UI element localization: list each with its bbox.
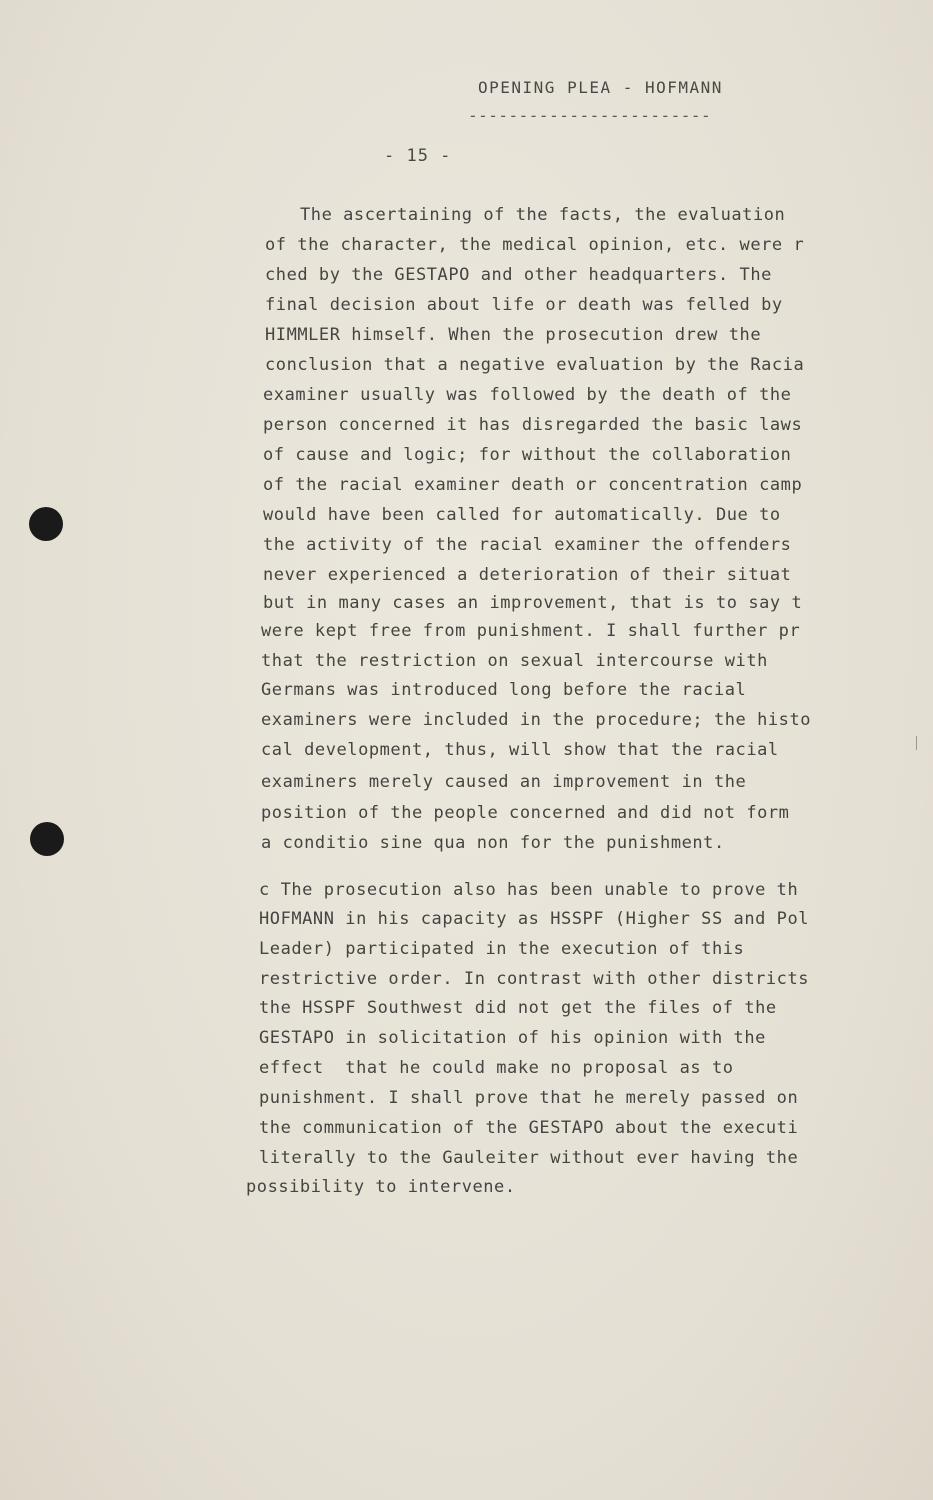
punch-hole: [30, 822, 64, 856]
paragraph-2-line: c The prosecution also has been unable to prove th: [259, 880, 799, 900]
paragraph-1-line: conclusion that a negative evaluation by the Racia: [265, 355, 805, 375]
paragraph-1-line: ched by the GESTAPO and other headquarters. The: [265, 265, 772, 285]
paragraph-1-line: cal development, thus, will show that the racial: [261, 740, 779, 760]
paragraph-2-line: restrictive order. In contrast with other districts: [259, 969, 810, 989]
paragraph-2-line: effect that he could make no proposal as to: [259, 1058, 734, 1078]
page-number: - 15 -: [384, 146, 452, 166]
punch-hole: [29, 507, 63, 541]
paragraph-1-line: but in many cases an improvement, that is to say t: [263, 593, 803, 613]
margin-mark: [916, 736, 917, 750]
paragraph-2-line: GESTAPO in solicitation of his opinion with the: [259, 1028, 766, 1048]
paragraph-1-line: of cause and logic; for without the collaboration: [263, 445, 792, 465]
paragraph-1-line: examiner usually was followed by the death of the: [263, 385, 792, 405]
paragraph-1-line: were kept free from punishment. I shall further pr: [261, 621, 801, 641]
paragraph-1-line: that the restriction on sexual intercourse with: [261, 651, 768, 671]
document-header-title: OPENING PLEA - HOFMANN: [478, 78, 723, 97]
paragraph-1-line: person concerned it has disregarded the basic laws: [263, 415, 803, 435]
paragraph-1-line: of the character, the medical opinion, etc. were r: [265, 235, 805, 255]
paragraph-1-line: HIMMLER himself. When the prosecution drew the: [265, 325, 762, 345]
paragraph-2-line: HOFMANN in his capacity as HSSPF (Higher SS and Pol: [259, 909, 810, 929]
paragraph-1-line: The ascertaining of the facts, the evaluation: [300, 205, 786, 225]
paragraph-1-line: Germans was introduced long before the racial: [261, 680, 747, 700]
paragraph-2-line: punishment. I shall prove that he merely passed on: [259, 1088, 799, 1108]
paragraph-1-line: examiners merely caused an improvement in the: [261, 772, 747, 792]
paragraph-2-line: Leader) participated in the execution of this: [259, 939, 745, 959]
paragraph-2-line: literally to the Gauleiter without ever having the: [259, 1148, 799, 1168]
paragraph-1-line: final decision about life or death was felled by: [265, 295, 783, 315]
paragraph-1-line: would have been called for automatically. Due to: [263, 505, 781, 525]
paragraph-1-line: a conditio sine qua non for the punishment.: [261, 833, 725, 853]
paragraph-1-line: examiners were included in the procedure; the histo: [261, 710, 812, 730]
paragraph-2-line: possibility to intervene.: [246, 1177, 516, 1197]
paragraph-1-line: of the racial examiner death or concentration camp: [263, 475, 803, 495]
paragraph-2-line: the HSSPF Southwest did not get the files of the: [259, 998, 777, 1018]
paragraph-1-line: the activity of the racial examiner the offenders: [263, 535, 792, 555]
paragraph-1-line: never experienced a deterioration of their situat: [263, 565, 792, 585]
paragraph-1-line: position of the people concerned and did not form: [261, 803, 790, 823]
header-underline: ------------------------: [468, 106, 712, 125]
paragraph-2-line: the communication of the GESTAPO about the executi: [259, 1118, 799, 1138]
